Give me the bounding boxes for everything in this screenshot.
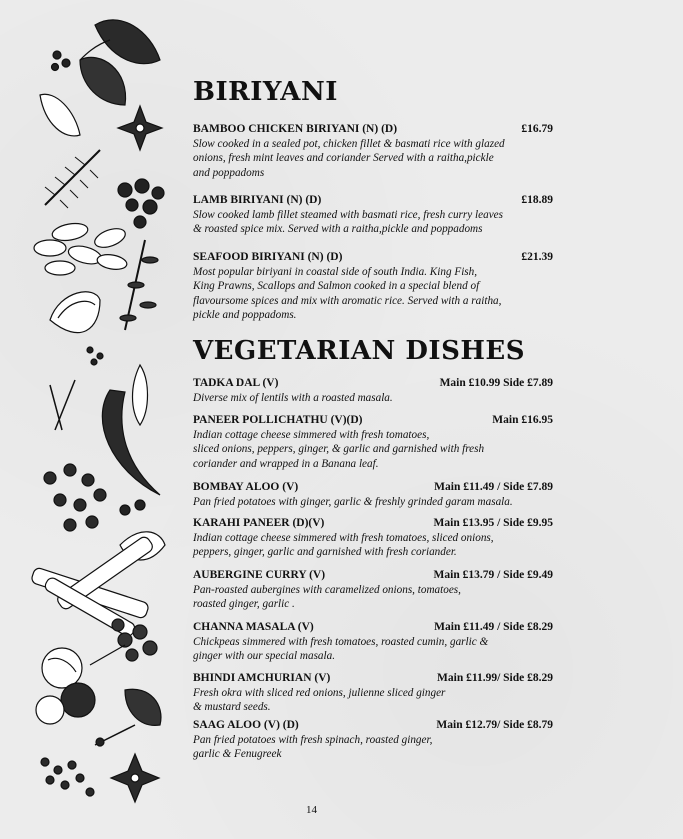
menu-item bbox=[193, 480, 553, 509]
rosemary-icon bbox=[45, 150, 100, 205]
thyme-icon bbox=[55, 380, 75, 430]
item-price: Main £13.95 / Side £9.95 bbox=[433, 517, 553, 529]
item-name: CHANNA MASALA (V) bbox=[193, 621, 314, 633]
menu-item bbox=[193, 516, 553, 560]
cloves-icon bbox=[44, 464, 106, 531]
basil-leaves-icon bbox=[80, 20, 160, 105]
menu-item bbox=[193, 250, 553, 322]
item-price: Main £11.49 / Side £7.89 bbox=[434, 481, 553, 493]
menu-item bbox=[193, 568, 553, 612]
onion-icon bbox=[50, 292, 100, 333]
almonds-icon bbox=[34, 221, 128, 275]
menu-item bbox=[193, 376, 553, 405]
item-name: SEAFOOD BIRIYANI (N) (D) bbox=[193, 251, 343, 263]
item-name: TADKA DAL (V) bbox=[193, 377, 279, 389]
spice-illustrations bbox=[0, 0, 175, 839]
item-description: Indian cottage cheese simmered with fresh tomatoes, sliced onions, peppers, ginger, garlic and garnished with fresh coriander. bbox=[193, 532, 494, 559]
item-name: KARAHI PANEER (D)(V) bbox=[193, 517, 325, 529]
item-name: LAMB BIRIYANI (N) (D) bbox=[193, 194, 322, 206]
item-description: Slow cooked lamb fillet steamed with basmati rice, fresh curry leaves & roasted spice mix. Served with a raitha,pickle and poppadoms bbox=[193, 209, 503, 236]
item-description: Slow cooked in a sealed pot, chicken fillet & basmati rice with glazed onions, fresh mint leaves and coriander Served with a raitha,pickle and poppadoms bbox=[193, 138, 505, 179]
garlic-icon bbox=[40, 94, 80, 136]
item-price: Main £11.99/ Side £8.29 bbox=[437, 672, 553, 684]
item-name: SAAG ALOO (V) (D) bbox=[193, 719, 299, 731]
item-description: Pan-roasted aubergines with caramelized onions, tomatoes, roasted ginger, garlic . bbox=[193, 584, 461, 611]
item-price: Main £12.79/ Side £8.79 bbox=[436, 719, 553, 731]
menu-item bbox=[193, 671, 553, 715]
coriander-icon bbox=[90, 619, 157, 665]
item-description: Most popular biriyani in coastal side of south India. King Fish, King Prawns, Scallops and Salmon cooked in a special blend of flavoursome spices and mix with aromatic rice. Served with a raitha, pickle and poppadoms. bbox=[193, 266, 502, 321]
item-price: £21.39 bbox=[521, 251, 553, 263]
item-description: Chickpeas simmered with fresh tomatoes, roasted cumin, garlic & ginger with our special masala. bbox=[193, 636, 489, 663]
section-title-biriyani: BIRIYANI bbox=[193, 77, 338, 107]
page-number: 14 bbox=[306, 804, 317, 816]
star-anise-icon bbox=[111, 754, 159, 802]
menu-item bbox=[193, 620, 553, 664]
item-description: Fresh okra with sliced red onions, julienne sliced ginger & mustard seeds. bbox=[193, 687, 446, 714]
item-description: Pan fried potatoes with ginger, garlic & freshly grinded garam masala. bbox=[193, 496, 513, 508]
menu-item bbox=[193, 413, 553, 471]
item-name: AUBERGINE CURRY (V) bbox=[193, 569, 326, 581]
item-price: £16.79 bbox=[521, 123, 553, 135]
bay-leaf-icon bbox=[125, 689, 161, 725]
item-name: BAMBOO CHICKEN BIRIYANI (N) (D) bbox=[193, 123, 398, 135]
item-price: £18.89 bbox=[521, 194, 553, 206]
menu-item bbox=[193, 718, 553, 762]
item-price: Main £16.95 bbox=[492, 414, 553, 426]
cinnamon-icon bbox=[30, 535, 154, 638]
peppercorns-icon bbox=[118, 179, 164, 228]
item-description: Diverse mix of lentils with a roasted masala. bbox=[193, 392, 393, 404]
item-price: Main £10.99 Side £7.89 bbox=[439, 377, 553, 389]
item-name: BOMBAY ALOO (V) bbox=[193, 481, 299, 493]
item-description: Indian cottage cheese simmered with fresh tomatoes, sliced onions, peppers, ginger, & garlic and garnished with fresh coriander and wrapped in a Banana leaf. bbox=[193, 429, 485, 470]
item-price: Main £11.49 / Side £8.29 bbox=[434, 621, 553, 633]
item-description: Pan fried potatoes with fresh spinach, roasted ginger, garlic & Fenugreek bbox=[193, 734, 433, 761]
item-name: PANEER POLLICHATHU (V)(D) bbox=[193, 414, 363, 426]
star-anise-icon bbox=[118, 106, 162, 150]
menu-item bbox=[193, 122, 553, 180]
nutmeg-icon bbox=[42, 648, 82, 688]
item-name: BHINDI AMCHURIAN (V) bbox=[193, 672, 331, 684]
item-price: Main £13.79 / Side £9.49 bbox=[433, 569, 553, 581]
chilli-icon bbox=[102, 390, 160, 495]
section-title-vegetarian: VEGETARIAN DISHES bbox=[193, 336, 526, 366]
menu-item bbox=[193, 193, 553, 237]
